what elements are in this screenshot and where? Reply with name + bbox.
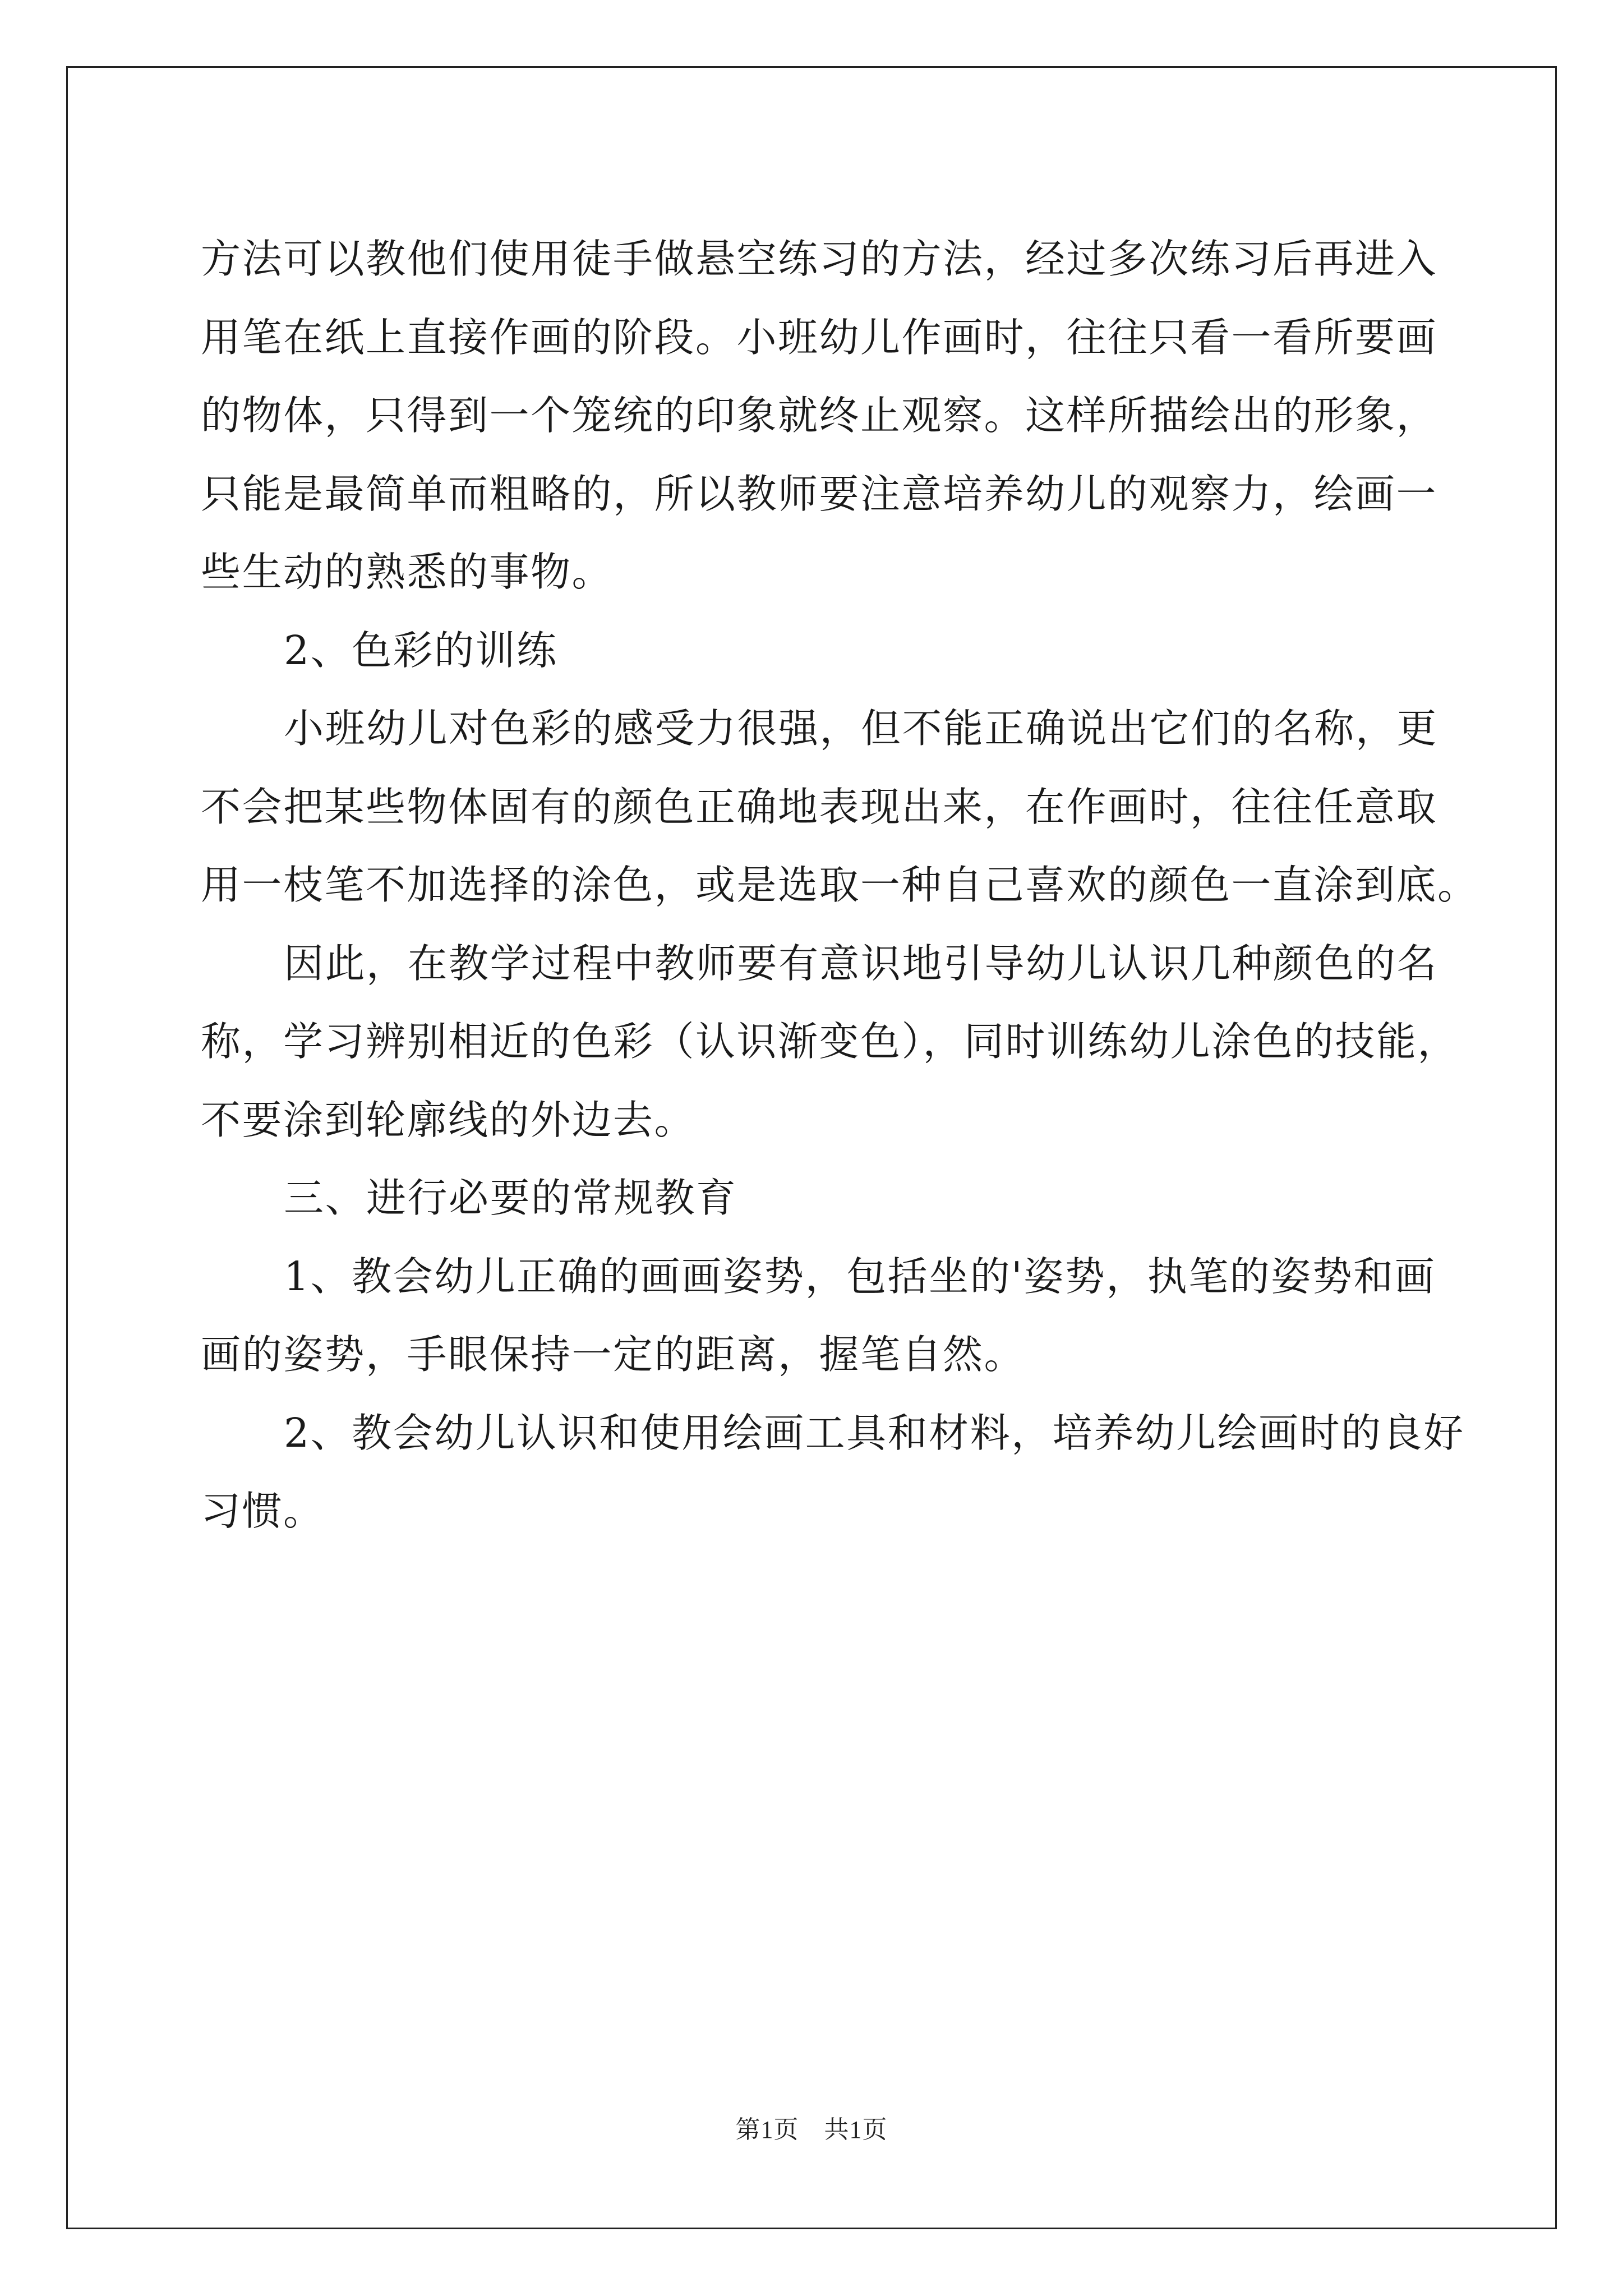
text-line: 小班幼儿对色彩的感受力很强，但不能正确说出它们的名称，更 <box>284 705 1438 752</box>
text-line: 不要涂到轮廓线的外边去。 <box>201 1096 696 1143</box>
text-line: 称，学习辨别相近的色彩（认识渐变色），同时训练幼儿涂色的技能， <box>201 1018 1459 1065</box>
page-number-footer: 第1页 共1页 <box>735 2116 888 2143</box>
text-line: 用笔在纸上直接作画的阶段。小班幼儿作画时，往往只看一看所要画 <box>201 314 1438 361</box>
text-line: 2、教会幼儿认识和使用绘画工具和材料，培养幼儿绘画时的良好 <box>284 1409 1465 1456</box>
text-line: 方法可以教他们使用徒手做悬空练习的方法，经过多次练习后再进入 <box>201 236 1438 282</box>
text-line: 用一枝笔不加选择的涂色，或是选取一种自己喜欢的颜色一直涂到底。 <box>201 862 1479 908</box>
document-body <box>201 220 1479 1550</box>
text-line: 1、教会幼儿正确的画画姿势，包括坐的'姿势，执笔的姿势和画 <box>284 1253 1436 1300</box>
text-line: 因此，在教学过程中教师要有意识地引导幼儿认识几种颜色的名 <box>284 940 1438 987</box>
text-line: 只能是最简单而粗略的，所以教师要注意培养幼儿的观察力，绘画一 <box>201 470 1438 517</box>
section-heading: 2、色彩的训练 <box>284 627 558 674</box>
section-heading: 三、进行必要的常规教育 <box>284 1175 737 1221</box>
text-line: 不会把某些物体固有的颜色正确地表现出来，在作画时，往往任意取 <box>201 783 1438 830</box>
text-line: 的物体，只得到一个笼统的印象就终止观察。这样所描绘出的形象， <box>201 392 1438 439</box>
text-line: 习惯。 <box>201 1488 325 1534</box>
text-line: 些生动的熟悉的事物。 <box>201 549 614 595</box>
text-line: 画的姿势，手眼保持一定的距离，握笔自然。 <box>201 1331 1026 1378</box>
